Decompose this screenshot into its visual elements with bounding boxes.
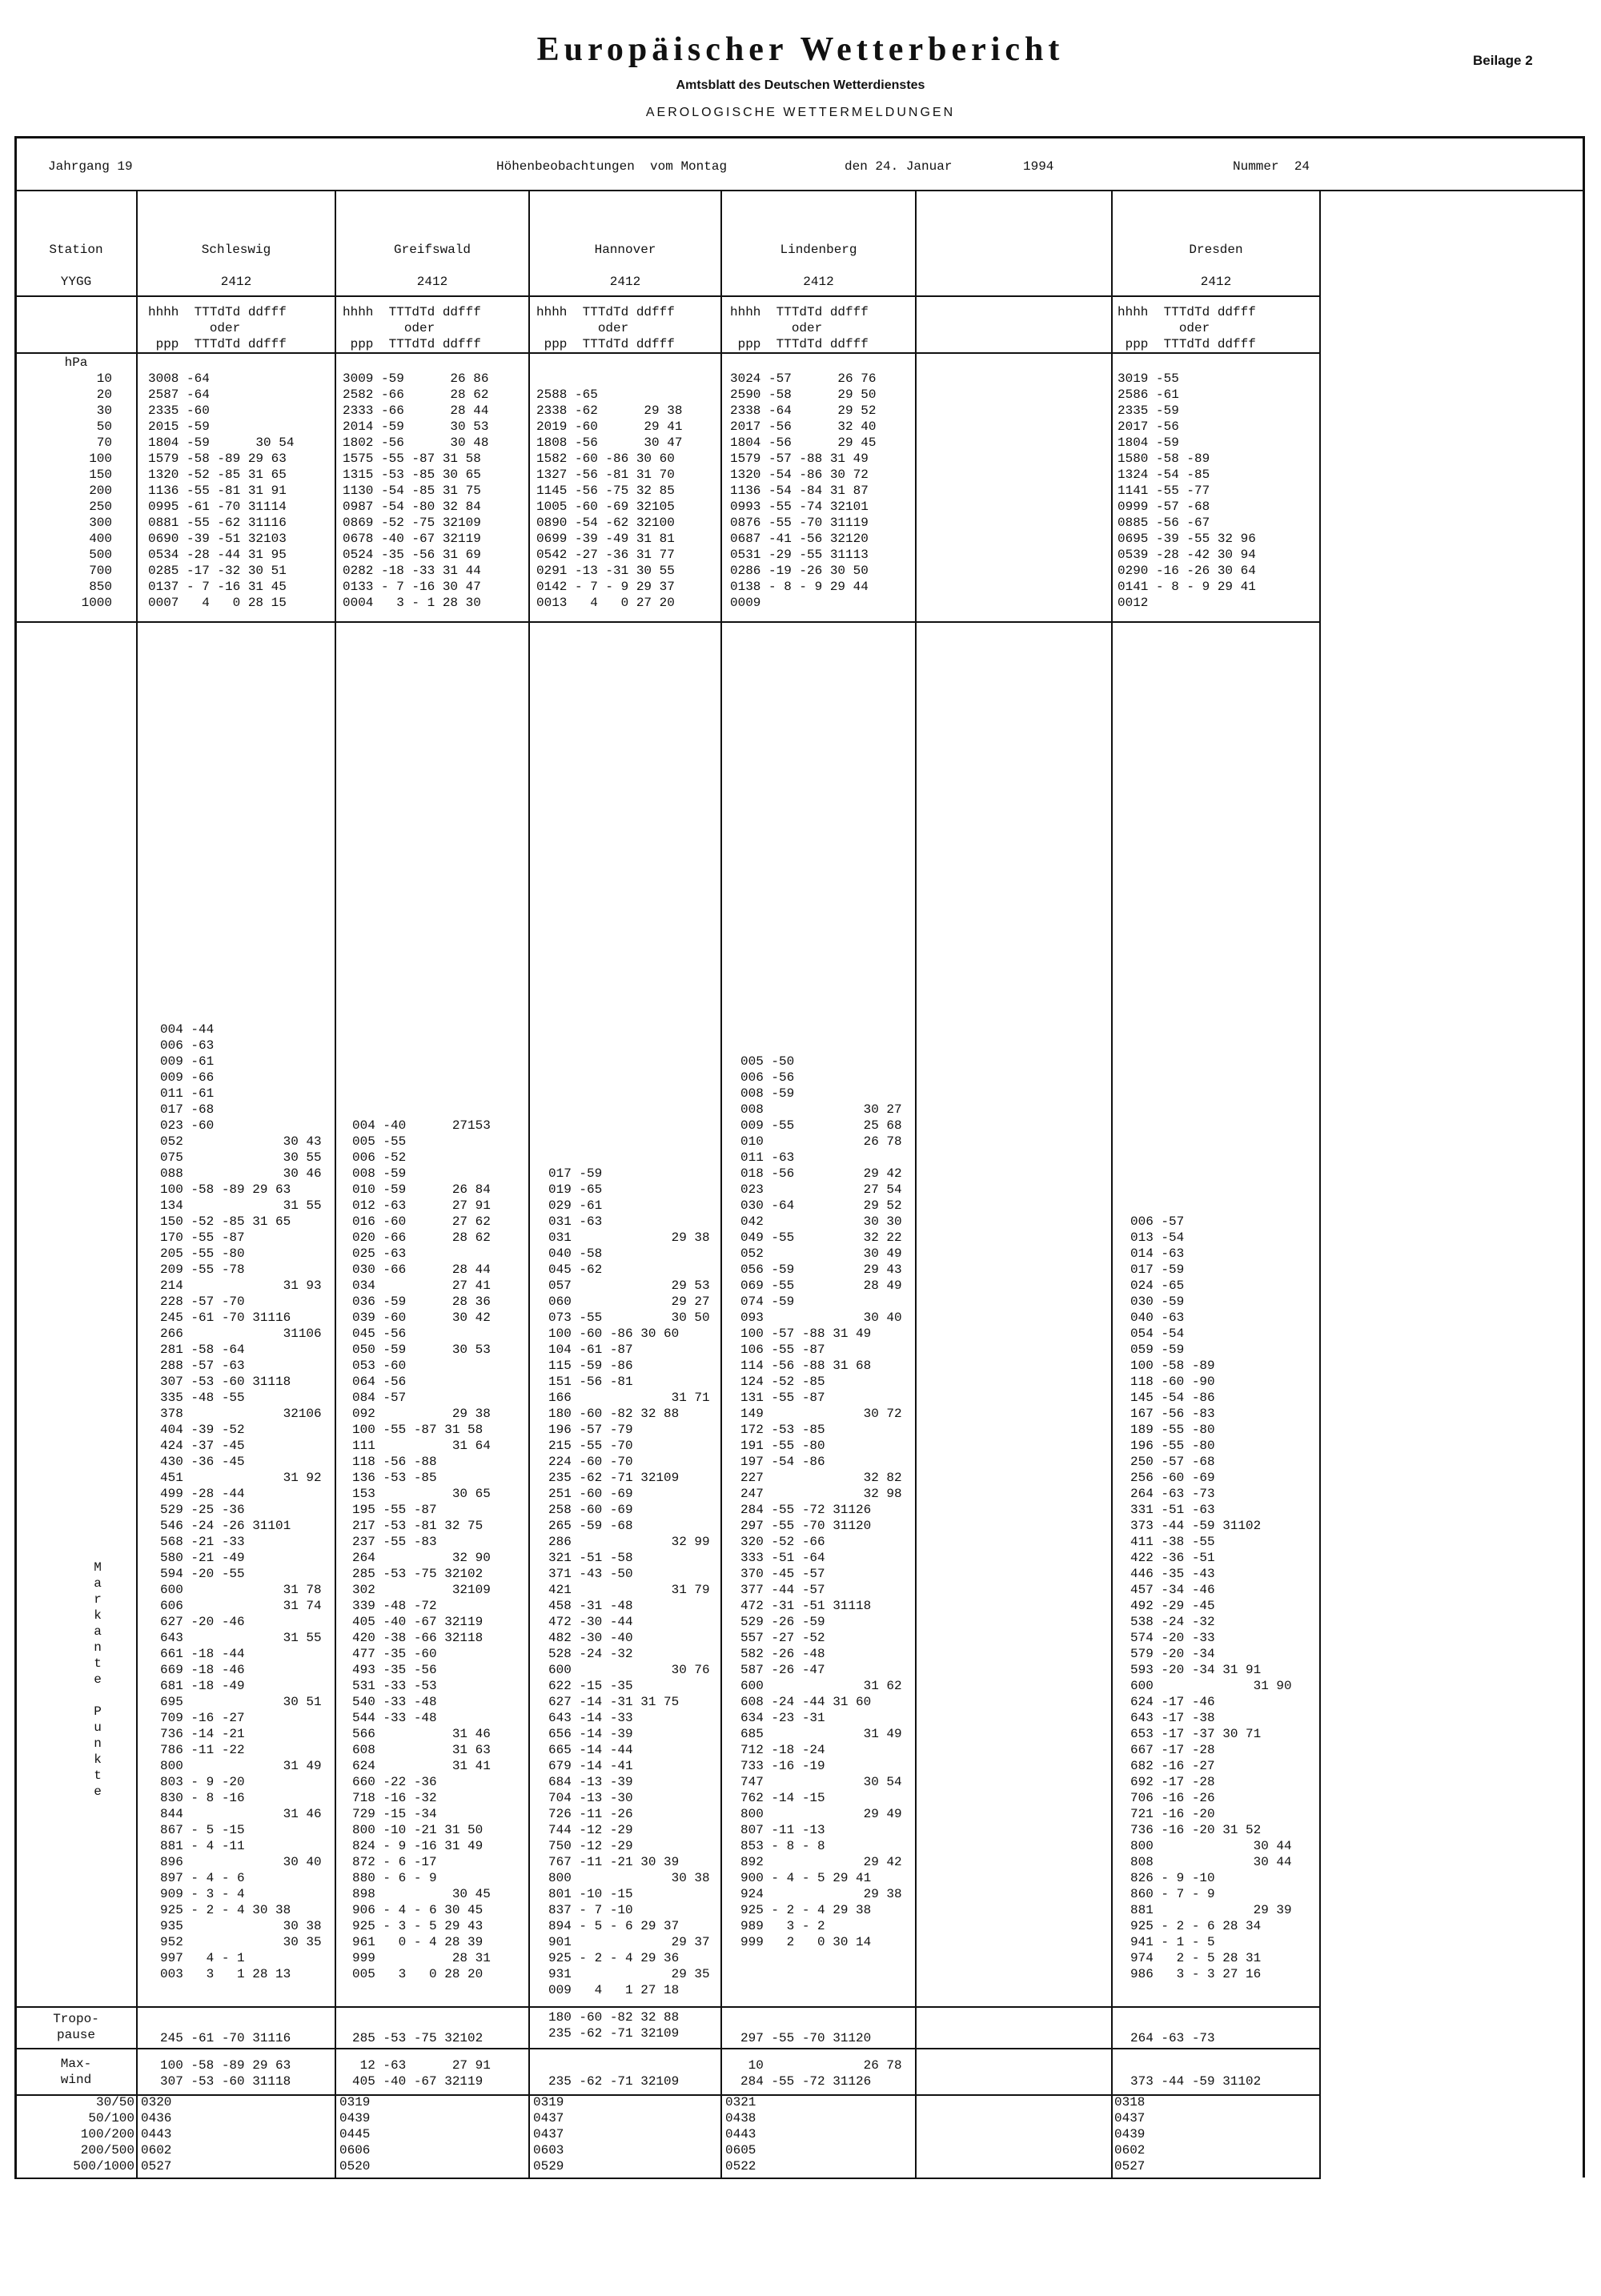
standard-levels-data: 3008 -64 2587 -64 2335 -60 2015 -59 1804 -59 30 54 1579 -58 -89 29 63 1320 -52 -85 31 65 1136 -55 -81 31 91 0995 -61 -70 31114 0881 -55 -62 31116 0690 -39 -51 32103 0534 -28 -44 31 95 0285 -17 -32 30 51 0137 - 7 -16 31 45 0007 4 0 28 15 xyxy=(148,371,295,610)
tropopause-label: Tropo- pause xyxy=(53,2012,99,2042)
tropopause-data: 180 -60 -82 32 88 235 -62 -71 32109 xyxy=(548,2010,680,2041)
thickness-data: 0319 0437 0437 0603 0529 xyxy=(533,2095,564,2174)
tropopause-data: 297 -55 -70 31120 xyxy=(740,2031,872,2045)
standard-levels-data: 2588 -65 2338 -62 29 38 2019 -60 29 41 1808 -56 30 47 1582 -60 -86 30 60 1327 -56 -81 31 70 1145 -56 -75 32 85 1005 -60 -69 32105 0890 -54 -62 32100 0699 -39 -49 31 81 0542 -27 -36 31 77 0291 -13 -31 30 55 0142 - 7 - 9 29 37 0013 4 0 27 20 xyxy=(536,387,683,610)
tropopause-data: 245 -61 -70 31116 xyxy=(160,2031,291,2045)
station-yygg: 2412 xyxy=(416,275,448,289)
station-yygg: 2412 xyxy=(220,275,252,289)
station-name: Lindenberg xyxy=(780,243,857,257)
supplement-label: Beilage 2 xyxy=(1473,53,1533,68)
column-head-2: oder xyxy=(1117,321,1210,335)
column-head-3: ppp TTTdTd ddfff xyxy=(148,337,287,351)
column-head-2: oder xyxy=(343,321,435,335)
issue-number: Nummer 24 xyxy=(1233,159,1310,174)
column-head-2: oder xyxy=(148,321,241,335)
standard-levels-data: 3024 -57 26 76 2590 -58 29 50 2338 -64 29 52 2017 -56 32 40 1804 -56 29 45 1579 -57 -88 31 49 1320 -54 -86 30 72 1136 -54 -84 31 87 0993 -55 -74 32101 0876 -55 -70 31119 0687 -41 -56 32120 0531 -29 -55 31113 0286 -19 -26 30 50 0138 - 8 - 9 29 44 0009 xyxy=(730,371,877,610)
thickness-data: 0320 0436 0443 0602 0527 xyxy=(141,2095,172,2174)
column-head-2: oder xyxy=(730,321,823,335)
standard-levels-data: 3019 -55 2586 -61 2335 -59 2017 -56 1804 -59 1580 -58 -89 1324 -54 -85 1141 -55 -77 0999 -57 -68 0885 -56 -67 0695 -39 -55 32 96 0539 -28 -42 30 94 0290 -16 -26 30 64 0141 - 8 - 9 29 41 0012 xyxy=(1117,371,1256,610)
maxwind-label: Max- wind xyxy=(60,2057,92,2087)
yygg-header: YYGG xyxy=(60,275,92,289)
station-yygg: 2412 xyxy=(609,275,641,289)
column-head-3: ppp TTTdTd ddfff xyxy=(1117,337,1256,351)
station-name: Hannover xyxy=(594,243,656,257)
column-head-1: hhhh TTTdTd ddfff xyxy=(536,305,675,319)
volume-label: Jahrgang 19 xyxy=(48,159,133,174)
maxwind-data: 10 26 78 284 -55 -72 31126 xyxy=(740,2058,902,2089)
station-name: Dresden xyxy=(1189,243,1243,257)
significant-levels-data: 017 -59 019 -65 029 -61 031 -63 031 29 38 040 -58 045 -62 057 29 53 060 29 27 073 -55 30 50 100 -60 -86 30 60 104 -61 -87 115 -59 -86 151 -56 -81 166 31 71 180 -60 -82 32 88 196 -57 -79 215 -55 -70 224 -60 -70 235 -62 -71 32109 251 -60 -69 258 -60 -69 265 -59 -68 286 32 99 321 -51 -58 371 -43 -50 421 31 79 458 -31 -48 472 -30 -44 482 -30 -40 528 -24 -32 600 30 76 622 -15 -35 627 -14 -31 31 75 643 -14 -33 656 -14 -39 665 -14 -44 679 -14 -41 684 -13 -39 704 -13 -30 726 -11 -26 744 -12 -29 750 -12 -29 767 -11 -21 30 39 800 30 38 801 -10 -15 837 - 7 -10 894 - 5 - 6 29 37 901 29 37 925 - 2 - 4 29 36 931 29 35 009 4 1 27 18 xyxy=(548,1166,710,1997)
column-head-3: ppp TTTdTd ddfff xyxy=(730,337,869,351)
column-head-3: ppp TTTdTd ddfff xyxy=(536,337,675,351)
significant-levels-data: 005 -50 006 -56 008 -59 008 30 27 009 -55 25 68 010 26 78 011 -63 018 -56 29 42 023 27 54 030 -64 29 52 042 30 30 049 -55 32 22 052 30 49 056 -59 29 43 069 -55 28 49 074 -59 093 30 40 100 -57 -88 31 49 106 -55 -87 114 -56 -88 31 68 124 -52 -85 131 -55 -87 149 30 72 172 -53 -85 191 -55 -80 197 -54 -86 227 32 82 247 32 98 284 -55 -72 31126 297 -55 -70 31120 320 -52 -66 333 -51 -64 370 -45 -57 377 -44 -57 472 -31 -51 31118 529 -26 -59 557 -27 -52 582 -26 -48 587 -26 -47 600 31 62 608 -24 -44 31 60 634 -23 -31 685 31 49 712 -18 -24 733 -16 -19 747 30 54 762 -14 -15 800 29 49 807 -11 -13 853 - 8 - 8 892 29 42 900 - 4 - 5 29 41 924 29 38 925 - 2 - 4 29 38 989 3 - 2 999 2 0 30 14 xyxy=(740,1054,902,1949)
thickness-data: 0321 0438 0443 0605 0522 xyxy=(725,2095,756,2174)
tropopause-data: 285 -53 -75 32102 xyxy=(352,2031,484,2045)
significant-levels-data: 004 -40 27153 005 -55 006 -52 008 -59 010 -59 26 84 012 -63 27 91 016 -60 27 62 020 -66 28 62 025 -63 030 -66 28 44 034 27 41 036 -59 28 36 039 -60 30 42 045 -56 050 -59 30 53 053 -60 064 -56 084 -57 092 29 38 100 -55 -87 31 58 111 31 64 118 -56 -88 136 -53 -85 153 30 65 195 -55 -87 217 -53 -81 32 75 237 -55 -83 264 32 90 285 -53 -75 32102 302 32109 339 -48 -72 405 -40 -67 32119 420 -38 -66 32118 477 -35 -60 493 -35 -56 531 -33 -53 540 -33 -48 544 -33 -48 566 31 46 608 31 63 624 31 41 660 -22 -36 718 -16 -32 729 -15 -34 800 -10 -21 31 50 824 - 9 -16 31 49 872 - 6 -17 880 - 6 - 9 898 30 45 906 - 4 - 6 30 45 925 - 3 - 5 29 43 961 0 - 4 28 39 999 28 31 005 3 0 28 20 xyxy=(352,1118,491,1981)
maxwind-data: 12 -63 27 91 405 -40 -67 32119 xyxy=(352,2058,491,2089)
maxwind-data: 100 -58 -89 29 63 307 -53 -60 31118 xyxy=(160,2058,291,2089)
standard-levels-data: 3009 -59 26 86 2582 -66 28 62 2333 -66 28 44 2014 -59 30 53 1802 -56 30 48 1575 -55 -87 31 58 1315 -53 -85 30 65 1130 -54 -85 31 75 0987 -54 -80 32 84 0869 -52 -75 32109 0678 -40 -67 32119 0524 -35 -56 31 69 0282 -18 -33 31 44 0133 - 7 -16 30 47 0004 3 - 1 28 30 xyxy=(343,371,489,610)
hpa-header: hPa xyxy=(64,355,88,370)
markante-punkte-label: M a r k a n t e P u n k t e xyxy=(94,1560,102,1799)
maxwind-data: 235 -62 -71 32109 xyxy=(548,2074,680,2089)
significant-levels-data: 004 -44 006 -63 009 -61 009 -66 011 -61 017 -68 023 -60 052 30 43 075 30 55 088 30 46 100 -58 -89 29 63 134 31 55 150 -52 -85 31 65 170 -55 -87 205 -55 -80 209 -55 -78 214 31 93 228 -57 -70 245 -61 -70 31116 266 31106 281 -58 -64 288 -57 -63 307 -53 -60 31118 335 -48 -55 378 32106 404 -39 -52 424 -37 -45 430 -36 -45 451 31 92 499 -28 -44 529 -25 -36 546 -24 -26 31101 568 -21 -33 580 -21 -49 594 -20 -55 600 31 78 606 31 74 627 -20 -46 643 31 55 661 -18 -44 669 -18 -46 681 -18 -49 695 30 51 709 -16 -27 736 -14 -21 786 -11 -22 800 31 49 803 - 9 -20 830 - 8 -16 844 31 46 867 - 5 -15 881 - 4 -11 896 30 40 897 - 4 - 6 909 - 3 - 4 925 - 2 - 4 30 38 935 30 38 952 30 35 997 4 - 1 003 3 1 28 13 xyxy=(160,1022,322,1981)
pressure-levels: 10 20 30 50 70 100 150 200 250 300 400 500 700 850 1000 xyxy=(81,371,112,610)
column-head-3: ppp TTTdTd ddfff xyxy=(343,337,481,351)
thickness-labels: 30/50 50/100 100/200 200/500 500/1000 xyxy=(73,2095,134,2174)
station-header: Station xyxy=(49,243,103,257)
date-label: den 24. Januar xyxy=(845,159,953,174)
thickness-data: 0318 0437 0439 0602 0527 xyxy=(1114,2095,1146,2174)
tropopause-data: 264 -63 -73 xyxy=(1130,2031,1215,2045)
station-name: Schleswig xyxy=(201,243,271,257)
column-head-1: hhhh TTTdTd ddfff xyxy=(1117,305,1256,319)
station-yygg: 2412 xyxy=(803,275,834,289)
column-head-1: hhhh TTTdTd ddfff xyxy=(343,305,481,319)
column-head-2: oder xyxy=(536,321,629,335)
station-yygg: 2412 xyxy=(1200,275,1232,289)
maxwind-data: 373 -44 -59 31102 xyxy=(1130,2074,1262,2089)
column-head-1: hhhh TTTdTd ddfff xyxy=(148,305,287,319)
thickness-data: 0319 0439 0445 0606 0520 xyxy=(339,2095,371,2174)
observation-label: Höhenbeobachtungen vom Montag xyxy=(496,159,728,174)
column-head-1: hhhh TTTdTd ddfff xyxy=(730,305,869,319)
significant-levels-data: 006 -57 013 -54 014 -63 017 -59 024 -65 030 -59 040 -63 054 -54 059 -59 100 -58 -89 118 -60 -90 145 -54 -86 167 -56 -83 189 -55 -80 196 -55 -80 250 -57 -68 256 -60 -69 264 -63 -73 331 -51 -63 373 -44 -59 31102 411 -38 -55 422 -36 -51 446 -35 -43 457 -34 -46 492 -29 -45 538 -24 -32 574 -20 -33 579 -20 -34 593 -20 -34 31 91 600 31 90 624 -17 -46 643 -17 -38 653 -17 -37 30 71 667 -17 -28 682 -16 -27 692 -17 -28 706 -16 -26 721 -16 -20 736 -16 -20 31 52 800 30 44 808 30 44 826 - 9 -10 860 - 7 - 9 881 29 39 925 - 2 - 6 28 34 941 - 1 - 5 974 2 - 5 28 31 986 3 - 3 27 16 xyxy=(1130,1214,1292,1981)
section-title: AEROLOGISCHE WETTERMELDUNGEN xyxy=(645,106,956,119)
year-label: 1994 xyxy=(1023,159,1054,174)
page-title: Europäischer Wetterbericht xyxy=(536,31,1065,68)
station-name: Greifswald xyxy=(393,243,471,257)
page-subtitle: Amtsblatt des Deutschen Wetterdienstes xyxy=(676,78,925,92)
